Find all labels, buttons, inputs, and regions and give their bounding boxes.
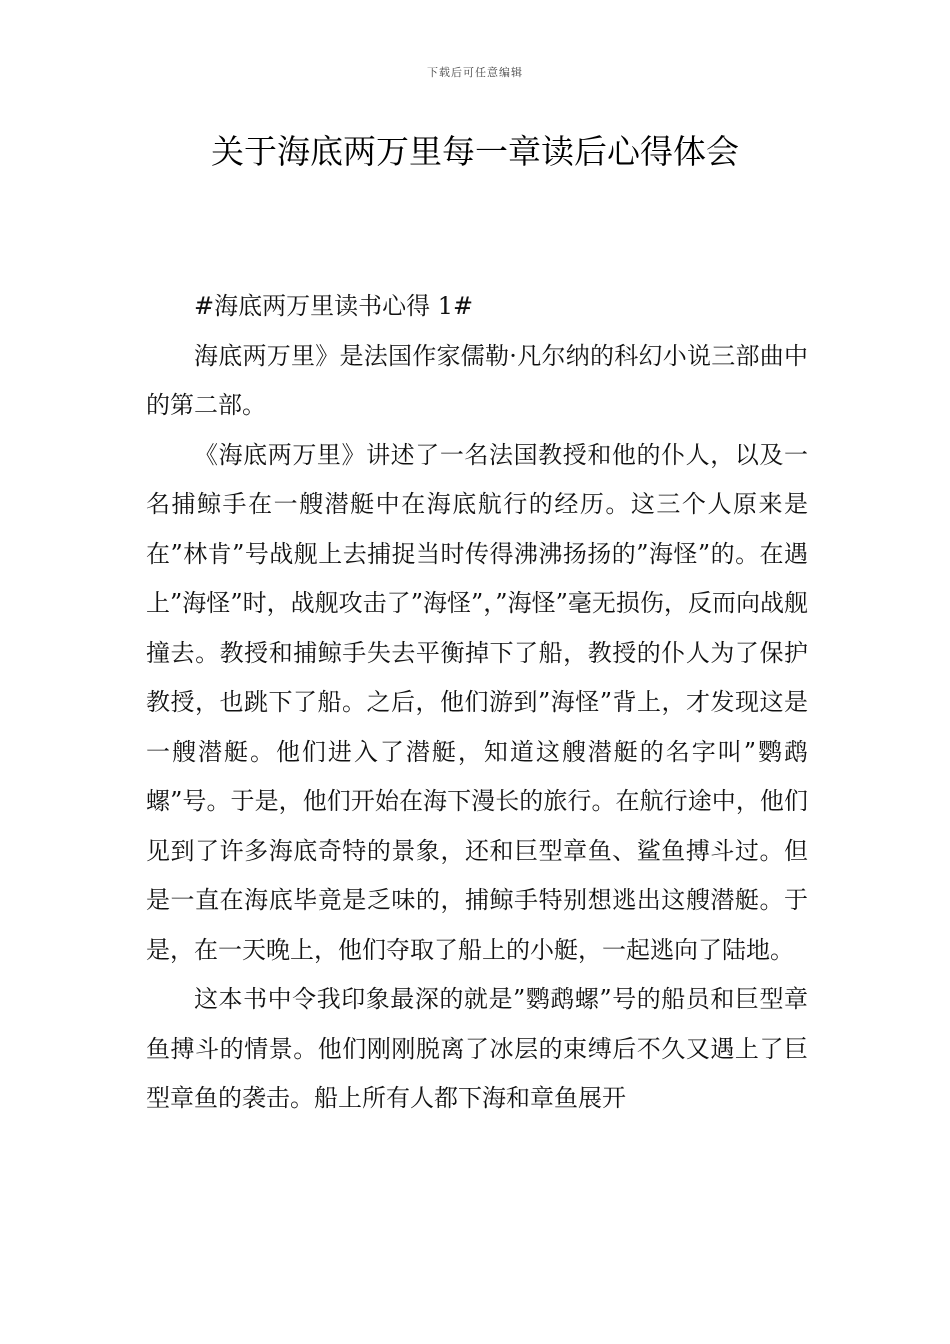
document-title: 关于海底两万里每一章读后心得体会 — [211, 132, 739, 171]
header-note: 下载后可任意编辑 — [427, 66, 523, 79]
section-heading: #海底两万里读书心得 1# — [194, 292, 474, 320]
paragraph: 海底两万里》是法国作家儒勒·凡尔纳的科幻小说三部曲中的第二部。 — [146, 341, 808, 419]
document-body — [146, 282, 808, 1124]
paragraph: 这本书中令我印象最深的就是”鹦鹉螺”号的船员和巨型章鱼搏斗的情景。他们刚刚脱离了冰层的束缚后不久又遇上了巨型章鱼的袭击。船上所有人都下海和章鱼展开 — [146, 985, 808, 1112]
paragraph: 《海底两万里》讲述了一名法国教授和他的仆人，以及一名捕鲸手在一艘潜艇中在海底航行的经历。这三个人原来是在”林肯”号战舰上去捕捉当时传得沸沸扬扬的”海怪”的。在遇上”海怪”时，战舰攻击了”海怪”，”海怪”毫无损伤，反而向战舰撞去。教授和捕鲸手失去平衡掉下了船，教授的仆人为了保护教授，也跳下了船。之后，他们游到”海怪”背上，才发现这是一艘潜艇。他们进入了潜艇，知道这艘潜艇的名字叫”鹦鹉螺”号。于是，他们开始在海下漫长的旅行。在航行途中，他们见到了许多海底奇特的景象，还和巨型章鱼、鲨鱼搏斗过。但是一直在海底毕竟是乏味的，捕鲸手特别想逃出这艘潜艇。于是，在一天晚上，他们夺取了船上的小艇，一起逃向了陆地。 — [146, 440, 808, 964]
